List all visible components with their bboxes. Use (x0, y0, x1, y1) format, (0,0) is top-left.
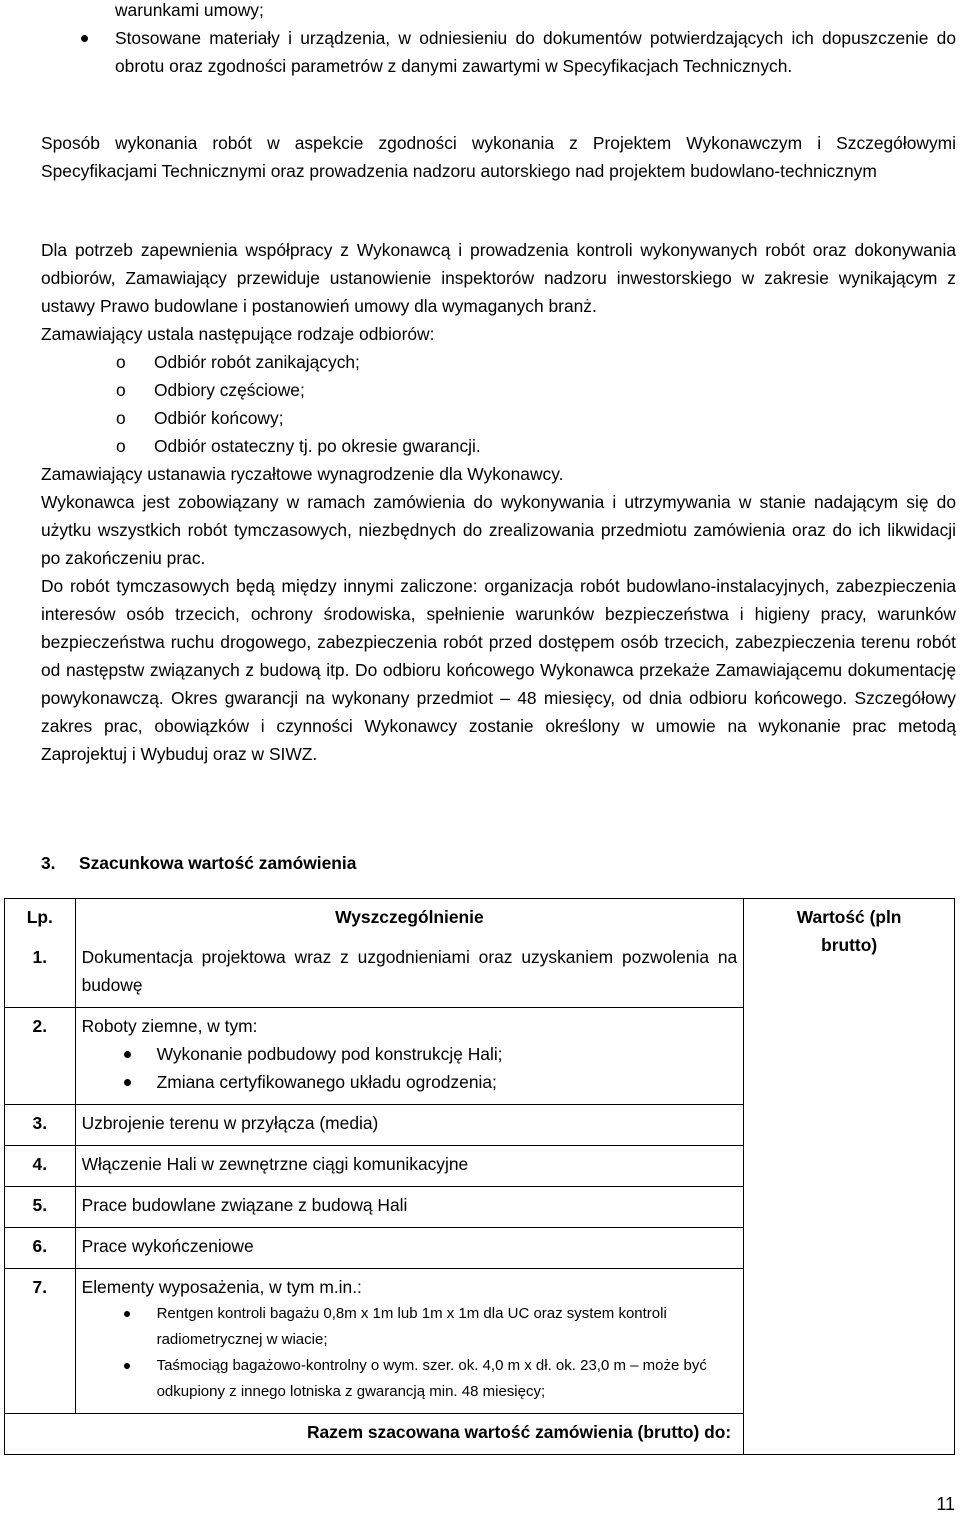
list-item (41, 432, 956, 460)
row-desc: Dokumentacja projektowa wraz z uzgodnieniami oraz uzyskaniem pozwolenia na budowę (75, 939, 744, 1008)
paragraph: Zamawiający ustanawia ryczałtowe wynagrodzenie dla Wykonawcy. (41, 464, 564, 484)
list-item (41, 404, 956, 432)
header-lp: Lp. (5, 899, 76, 940)
row-desc: Roboty ziemne, w tym: Wykonanie podbudowy pod konstrukcję Hali; Zmiana certyfikowanego układu ogrodzenia; (75, 1008, 744, 1105)
row-desc: Włączenie Hali w zewnętrzne ciągi komunikacyjne (75, 1146, 744, 1187)
list-item-text: Odbiór robót zanikających; (154, 352, 360, 372)
row-lp: 5. (5, 1187, 76, 1228)
list-item: Taśmociąg bagażowo-kontrolny o wym. szer. ok. 4,0 m x dł. ok. 23,0 m – może być odkupiony z innego lotniska z gwarancją min. 48 miesięcy; (82, 1353, 738, 1405)
list-item: Wykonanie podbudowy pod konstrukcję Hali; (82, 1040, 738, 1068)
table-row (5, 899, 955, 940)
row-lp: 4. (5, 1146, 76, 1187)
circle-bullet-icon: o (116, 436, 126, 456)
list-item-text: Odbiór ostateczny tj. po okresie gwarancji. (154, 436, 481, 456)
total-label: Razem szacowana wartość zamówienia (brutto) do: (5, 1414, 744, 1455)
list-item: Stosowane materiały i urządzenia, w odniesieniu do dokumentów potwierdzających ich dopuszczenie do obrotu oraz zgodności parametrów z danymi zawartymi w Specyfikacjach Technicznych. (41, 24, 956, 80)
body-block (41, 236, 956, 768)
cost-table (4, 898, 955, 1455)
paragraph: Wykonawca jest zobowiązany w ramach zamówienia do wykonywania i utrzymywania w stanie nadającym się do użytku wszystkich robót tymczasowych, niezbędnych do zrealizowania przedmiotu zamówienia oraz do ich likwidacji po zakończeniu prac. (41, 492, 956, 568)
sub-list (82, 1040, 738, 1096)
header-value: Wartość (pln brutto) (744, 899, 955, 1455)
section-number: 3. (41, 853, 56, 873)
paragraph: Dla potrzeb zapewnienia współpracy z Wykonawcą i prowadzenia kontroli wykonywanych robót oraz dokonywania odbiorów, Zamawiający przewiduje ustanowienie inspektorów nadzoru inwestorskiego w zakresie wynikającym z ustawy Prawo budowlane i postanowień umowy dla wymaganych branż. (41, 240, 956, 316)
page-number: 11 (936, 1494, 955, 1514)
sub-list (82, 1301, 738, 1405)
row-lp: 2. (5, 1008, 76, 1105)
row-lp: 1. (5, 939, 76, 1008)
list-fragment: warunkami umowy; (115, 0, 264, 20)
header-desc: Wyszczególnienie (75, 899, 744, 940)
list-item-text: Odbiory częściowe; (154, 380, 305, 400)
list-item: Rentgen kontroli bagażu 0,8m x 1m lub 1m x 1m dla UC oraz system kontroli radiometrycznej w wiacie; (82, 1301, 738, 1353)
odbiory-list (41, 348, 956, 460)
list-item-text: Odbiór końcowy; (154, 408, 284, 428)
paragraph: Zamawiający ustala następujące rodzaje odbiorów: (41, 324, 435, 344)
row-lp: 3. (5, 1105, 76, 1146)
row-desc: Prace budowlane związane z budową Hali (75, 1187, 744, 1228)
circle-bullet-icon: o (116, 408, 126, 428)
circle-bullet-icon: o (116, 380, 126, 400)
row-desc: Elementy wyposażenia, w tym m.in.: Rentgen kontroli bagażu 0,8m x 1m lub 1m x 1m dla UC oraz system kontroli radiometrycznej w wiacie; Taśmociąg bagażowo-kontrolny o wym. szer. ok. 4,0 m x dł. ok. 23,0 m – może być odkupiony z innego lotniska z gwarancją min. 48 miesięcy; (75, 1269, 744, 1414)
row-lp: 6. (5, 1228, 76, 1269)
bullet-list (41, 24, 956, 80)
list-item (41, 376, 956, 404)
list-item (41, 348, 956, 376)
intro-block (41, 0, 956, 80)
paragraph: Do robót tymczasowych będą między innymi zaliczone: organizacja robót budowlano-instalacyjnych, zabezpieczenia interesów osób trzecich, ochrony środowiska, spełnienie warunków bezpieczeństwa i higieny pracy, warunków bezpieczeństwa ruchu drogowego, zabezpieczenia robót przed dostępem osób trzecich, zabezpieczenia terenu robót od następstw związanych z budową itp. Do odbioru końcowego Wykonawca przekaże Zamawiającemu dokumentację powykonawczą. Okres gwarancji na wykonany przedmiot – 48 miesięcy, od dnia odbioru końcowego. Szczegółowy zakres prac, obowiązków i czynności Wykonawcy zostanie określony w umowie na wykonanie prac metodą Zaprojektuj i Wybuduj oraz w SIWZ. (41, 576, 956, 764)
row-desc: Uzbrojenie terenu w przyłącza (media) (75, 1105, 744, 1146)
section-title: Szacunkowa wartość zamówienia (79, 853, 357, 873)
list-item: Zmiana certyfikowanego układu ogrodzenia; (82, 1068, 738, 1096)
row-desc: Prace wykończeniowe (75, 1228, 744, 1269)
section-heading (41, 849, 956, 877)
circle-bullet-icon: o (116, 352, 126, 372)
paragraph: Sposób wykonania robót w aspekcie zgodności wykonania z Projektem Wykonawczym i Szczegółowymi Specyfikacjami Technicznymi oraz prowadzenia nadzoru autorskiego nad projektem budowlano-technicznym (41, 133, 956, 181)
row-lp: 7. (5, 1269, 76, 1414)
